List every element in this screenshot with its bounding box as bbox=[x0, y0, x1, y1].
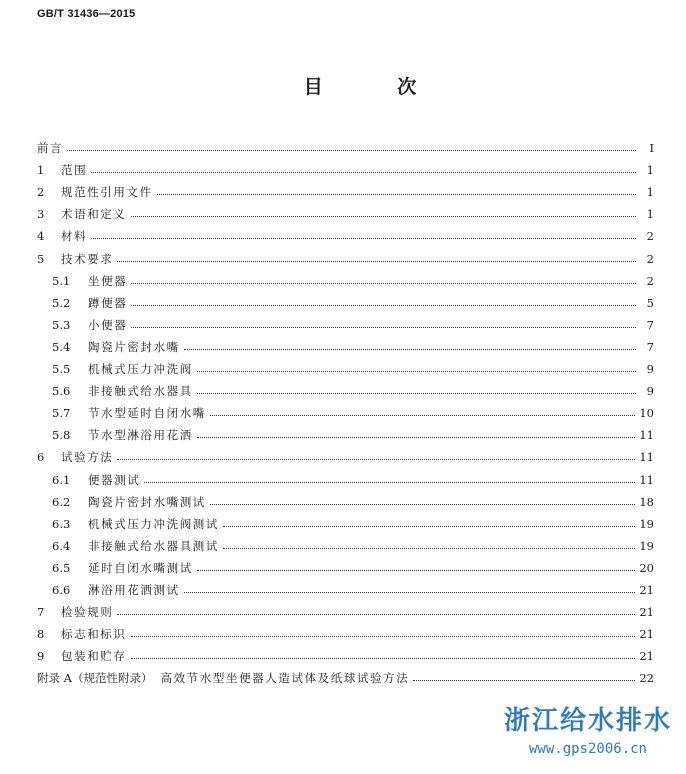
toc-entry-page: 22 bbox=[639, 671, 654, 685]
dot-leader bbox=[131, 305, 636, 306]
toc-entry[interactable] bbox=[37, 162, 654, 178]
toc-entry-number: 5.2 bbox=[52, 296, 71, 310]
toc-entry[interactable] bbox=[52, 494, 654, 510]
toc-entry-number: 7 bbox=[37, 605, 45, 619]
toc-entry-label: 非接触式给水器具测试 bbox=[88, 539, 219, 553]
toc-entry-page: 1 bbox=[646, 207, 654, 221]
toc-entry[interactable] bbox=[37, 228, 654, 244]
toc-entry-page: 19 bbox=[639, 517, 654, 531]
toc-entry-number: 6.5 bbox=[52, 561, 71, 575]
toc-entry-page: 11 bbox=[639, 450, 654, 464]
toc-entry-label: 小便器 bbox=[88, 318, 128, 332]
toc-entry-page: 2 bbox=[646, 229, 654, 243]
toc-entry-label: 材料 bbox=[61, 229, 88, 243]
toc-entry-number: 6.6 bbox=[52, 583, 71, 597]
toc-entry-label: 高效节水型坐便器人造试体及纸球试验方法 bbox=[160, 671, 410, 685]
toc-entry-page: 7 bbox=[646, 340, 654, 354]
site-watermark bbox=[504, 706, 672, 758]
dot-leader bbox=[131, 216, 637, 217]
dot-leader bbox=[67, 150, 636, 151]
toc-entry-page: 19 bbox=[639, 539, 654, 553]
dot-leader bbox=[197, 570, 636, 571]
toc-entry[interactable] bbox=[52, 538, 654, 554]
toc-entry-number: 6.4 bbox=[52, 539, 71, 553]
toc-entry-number: 5.7 bbox=[52, 406, 71, 420]
toc-entry-label: 陶瓷片密封水嘴 bbox=[88, 340, 180, 354]
toc-entry-number: 3 bbox=[37, 207, 45, 221]
toc-entry[interactable] bbox=[52, 383, 654, 399]
toc-entry-number: 6.2 bbox=[52, 495, 71, 509]
toc-entry-label: 机械式压力冲洗阀测试 bbox=[88, 517, 219, 531]
toc-entry[interactable] bbox=[52, 560, 654, 576]
dot-leader bbox=[131, 658, 636, 659]
toc-entry[interactable] bbox=[52, 317, 654, 333]
toc-entry-label: 坐便器 bbox=[88, 274, 128, 288]
dot-leader bbox=[131, 283, 636, 284]
toc-entry-page: 21 bbox=[639, 649, 654, 663]
dot-leader bbox=[184, 592, 636, 593]
toc-entry-page: 2 bbox=[646, 274, 654, 288]
toc-entry-label: 淋浴用花洒测试 bbox=[88, 583, 180, 597]
toc-entry-number: 5.6 bbox=[52, 384, 71, 398]
toc-entry[interactable] bbox=[52, 273, 654, 289]
toc-entry-page: 21 bbox=[639, 605, 654, 619]
toc-entry-number: 5 bbox=[37, 252, 45, 266]
dot-leader bbox=[210, 504, 635, 505]
toc-entry[interactable] bbox=[37, 626, 654, 642]
toc-entry-page: 11 bbox=[639, 473, 654, 487]
toc-entry-number: 6.3 bbox=[52, 517, 71, 531]
toc-entry-number: 附录 A（规范性附录） bbox=[37, 671, 153, 685]
toc-entry-number: 6.1 bbox=[52, 473, 71, 487]
toc-entry-page: 1 bbox=[646, 185, 654, 199]
dot-leader bbox=[91, 238, 636, 239]
toc-entry-label: 检验规则 bbox=[61, 605, 114, 619]
toc-entry[interactable] bbox=[37, 206, 654, 222]
toc-entry-label: 规范性引用文件 bbox=[61, 185, 153, 199]
toc-entry-label: 蹲便器 bbox=[88, 296, 128, 310]
toc-entry-label: 技术要求 bbox=[61, 252, 114, 266]
toc-entry-label: 前言 bbox=[37, 141, 64, 155]
toc-entry-number: 2 bbox=[37, 185, 45, 199]
toc-entry-label: 试验方法 bbox=[61, 450, 114, 464]
toc-entry-page: 11 bbox=[639, 428, 654, 442]
watermark-url: www.gps2006.cn bbox=[528, 741, 647, 757]
dot-leader bbox=[157, 194, 636, 195]
toc-entry[interactable] bbox=[37, 648, 654, 664]
dot-leader bbox=[223, 548, 635, 549]
toc-entry-number: 4 bbox=[37, 229, 45, 243]
toc-entry-label: 节水型延时自闭水嘴 bbox=[88, 406, 206, 420]
toc-entry-page: 9 bbox=[646, 362, 654, 376]
toc-entry-label: 标志和标识 bbox=[61, 627, 127, 641]
toc-entry-number: 1 bbox=[37, 163, 45, 177]
toc-entry[interactable] bbox=[52, 361, 654, 377]
dot-leader bbox=[413, 680, 635, 681]
toc-entry[interactable] bbox=[52, 582, 654, 598]
toc-entry[interactable] bbox=[37, 670, 654, 686]
dot-leader bbox=[197, 437, 636, 438]
toc-entry[interactable] bbox=[37, 140, 654, 156]
toc-entry-label: 便器测试 bbox=[88, 473, 141, 487]
toc-entry-number: 5.1 bbox=[52, 274, 71, 288]
dot-leader bbox=[197, 393, 636, 394]
toc-entry-number: 5.3 bbox=[52, 318, 71, 332]
toc-entry-page: 18 bbox=[639, 495, 654, 509]
toc-entry-page: 2 bbox=[646, 252, 654, 266]
watermark-title: 浙江给水排水 bbox=[503, 706, 672, 736]
toc-entry-label: 非接触式给水器具 bbox=[88, 384, 193, 398]
toc-entry[interactable] bbox=[52, 427, 654, 443]
standard-code: GB/T 31436—2015 bbox=[37, 8, 136, 20]
toc-entry-label: 术语和定义 bbox=[61, 207, 127, 221]
toc-entry-page: 20 bbox=[639, 561, 654, 575]
toc-entry-page: 21 bbox=[639, 583, 654, 597]
toc-entry-label: 包装和贮存 bbox=[61, 649, 127, 663]
toc-entry[interactable] bbox=[52, 295, 654, 311]
toc-entry-number: 6 bbox=[37, 450, 45, 464]
toc-entry-label: 陶瓷片密封水嘴测试 bbox=[88, 495, 206, 509]
toc-entry-number: 5.8 bbox=[52, 428, 71, 442]
dot-leader bbox=[197, 371, 636, 372]
dot-leader bbox=[223, 526, 635, 527]
dot-leader bbox=[210, 415, 635, 416]
toc-entry-number: 5.5 bbox=[52, 362, 71, 376]
toc-entry-label: 延时自闭水嘴测试 bbox=[88, 561, 193, 575]
toc-entry-number: 5.4 bbox=[52, 340, 71, 354]
dot-leader bbox=[117, 614, 635, 615]
toc-entry-page: 7 bbox=[646, 318, 654, 332]
dot-leader bbox=[144, 482, 635, 483]
toc-entry-page: 5 bbox=[646, 296, 654, 310]
toc-entry-page: I bbox=[649, 141, 654, 155]
toc-entry-label: 节水型淋浴用花洒 bbox=[88, 428, 193, 442]
dot-leader bbox=[131, 327, 636, 328]
dot-leader bbox=[117, 459, 635, 460]
page-title: 目 次 bbox=[303, 76, 451, 98]
dot-leader bbox=[117, 261, 636, 262]
toc-entry-page: 9 bbox=[646, 384, 654, 398]
toc-entry[interactable] bbox=[52, 472, 654, 488]
toc-entry[interactable] bbox=[37, 604, 654, 620]
toc-entry-label: 机械式压力冲洗阀 bbox=[88, 362, 193, 376]
toc-entry[interactable] bbox=[37, 184, 654, 200]
toc-entry[interactable] bbox=[52, 339, 654, 355]
dot-leader bbox=[131, 636, 636, 637]
toc-entry-number: 9 bbox=[37, 649, 45, 663]
toc-entry-page: 21 bbox=[639, 627, 654, 641]
toc-entry[interactable] bbox=[37, 251, 654, 267]
toc-entry[interactable] bbox=[52, 516, 654, 532]
toc-entry[interactable] bbox=[37, 449, 654, 465]
toc-entry-number: 8 bbox=[37, 627, 45, 641]
toc-entry-page: 1 bbox=[646, 163, 654, 177]
toc-entry[interactable] bbox=[52, 405, 654, 421]
toc-entry-page: 10 bbox=[639, 406, 654, 420]
toc-entry-label: 范围 bbox=[61, 163, 88, 177]
dot-leader bbox=[91, 172, 636, 173]
dot-leader bbox=[184, 349, 636, 350]
